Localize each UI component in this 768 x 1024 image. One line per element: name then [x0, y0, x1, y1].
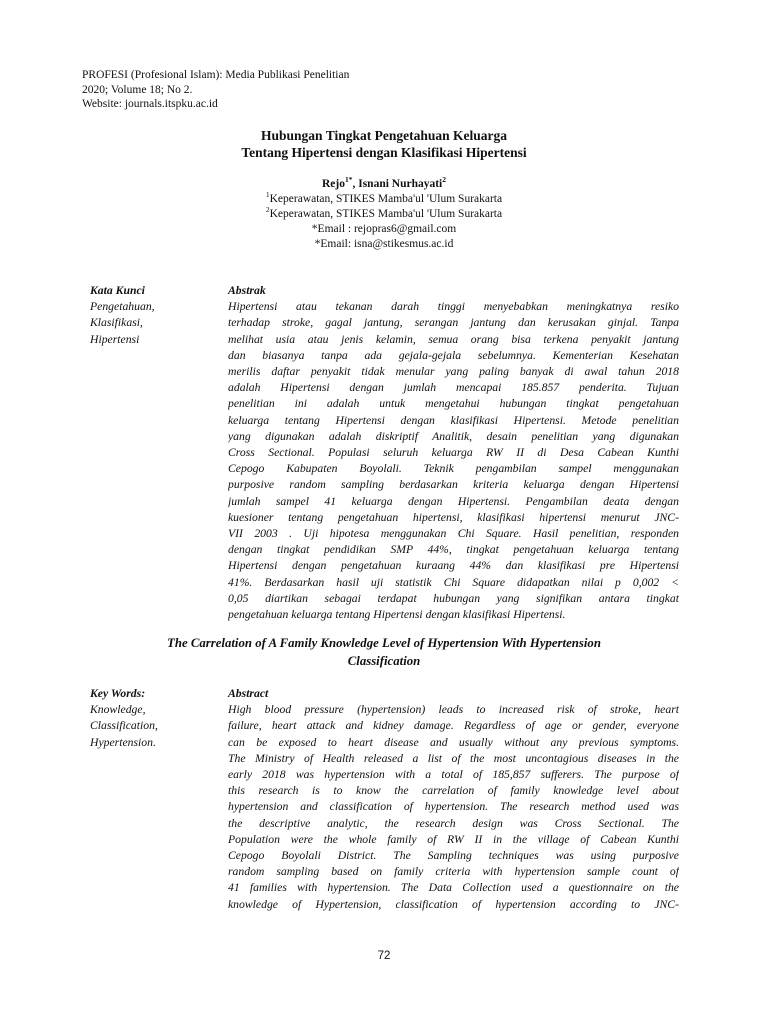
abstrak-line: Cross Sectional. Populasi seluruh keluarga RW II di Desa Cabean Kunthi — [228, 446, 679, 460]
journal-website: Website: journals.itspku.ac.id — [82, 98, 218, 110]
abstrak-line: keluarga tentang Hipertensi dengan klasifikasi Hipertensi. Metode penelitian — [228, 413, 679, 427]
author-1-superscript: 1* — [344, 175, 353, 185]
affiliation-1 — [84, 192, 684, 207]
key-words-item: Classification, — [90, 719, 158, 733]
abstrak-line: Cepogo Kabupaten Boyolali. Teknik pengambilan sampel menggunakan — [228, 462, 679, 476]
author-names — [84, 177, 684, 192]
abstrak-line: adalah Hipertensi dengan jumlah mencapai 185.857 penderita. Tujuan — [228, 381, 679, 395]
abstrak-line: pengetahuan keluarga tentang Hipertensi dengan klasifikasi Hipertensi. — [228, 608, 566, 622]
kata-kunci-item: Klasifikasi, — [90, 316, 143, 330]
author-2: Isnani Nurhayati — [358, 178, 443, 190]
abstract-line: knowledge of Hypertension, classification of hypertension according to JNC- — [228, 897, 679, 911]
abstrak-line: dengan tingkat pendidikan SMP 44%, tingkat pengetahuan keluarga tentang — [228, 543, 679, 557]
journal-name: PROFESI (Profesional Islam): Media Publikasi Penelitian — [82, 69, 350, 81]
abstrak-line: 0,05 diartikan sebagai terdapat hubungan yang signifikan antara tingkat — [228, 591, 679, 605]
key-words-item: Hypertension. — [90, 735, 156, 749]
abstract-line: this research is to know the carrelation of family knowledge level about — [228, 784, 679, 798]
author-separator: , — [352, 178, 359, 190]
abstrak-line: dan biasanya tanpa ada gejala-gejala sebelumnya. Kementerian Kesehatan — [228, 348, 679, 362]
author-1: Rejo — [321, 178, 345, 190]
email-1: *Email : rejopras6@gmail.com — [311, 223, 457, 235]
abstract-line: the descriptive analytic, the research design was Cross Sectional. The — [228, 816, 679, 830]
kata-kunci-section — [90, 283, 215, 348]
abstract-line: failure, heart attack and kidney damage. Regardless of age or gender, everyone — [228, 719, 679, 733]
affiliation-2-text: Keperawatan, STIKES Mamba'ul 'Ulum Surakarta — [269, 208, 503, 220]
abstrak-line: Hipertensi atau tekanan darah tinggi menyebabkan meningkatnya resiko — [228, 300, 679, 314]
abstrak-line: merilis daftar penyakit tidak menular yang paling banyak di awal tahun 2018 — [228, 365, 679, 379]
abstrak-line: 41%. Berdasarkan hasil uji statistik Chi Square didapatkan nilai p 0,002 < — [228, 575, 679, 589]
page-number: 72 — [377, 950, 391, 962]
english-title-line-2: Classification — [347, 654, 421, 668]
abstract-heading: Abstract — [228, 687, 269, 700]
abstract-line: 41 families with hypertension. The Data Collection used a questionnaire on the — [228, 881, 679, 895]
abstrak-line: purposive random sampling berdasarkan kriteria keluarga dengan Hipertensi — [228, 478, 679, 492]
email-2: *Email: isna@stikesmus.ac.id — [314, 238, 454, 250]
abstrak-line: penelitian ini adalah untuk mengetahui hubungan tingkat pengetahuan — [228, 397, 679, 411]
abstract-line: random sampling based on family criteria with hypertension sample count of — [228, 865, 679, 879]
affiliation-2-superscript: 2 — [265, 205, 270, 215]
abstract-line: hypertension and classification of hypertension. The research method used was — [228, 800, 679, 814]
abstrak-line: kuesioner tentang pengetahuan hipertensi, klasifikasi hipertensi menurut JNC- — [228, 510, 679, 524]
abstract-line: Cepogo Boyolali District. The Sampling techniques was using purposive — [228, 849, 679, 863]
kata-kunci-item: Hipertensi — [90, 332, 140, 346]
abstract-line: early 2018 was hypertension with a total of 185,857 sufferers. The purpose of — [228, 768, 679, 782]
abstrak-line: terhadap stroke, gagal jantung, serangan jantung dan kerusakan ginjal. Tanpa — [228, 316, 679, 330]
abstract-line: Population were the whole family of RW II in the village of Cabean Kunthi — [228, 832, 679, 846]
article-title — [84, 127, 684, 161]
english-title — [84, 634, 684, 670]
abstrak-section — [228, 283, 679, 623]
affiliation-1-superscript: 1 — [265, 190, 270, 200]
kata-kunci-heading: Kata Kunci — [90, 284, 145, 297]
abstrak-heading: Abstrak — [228, 284, 266, 297]
english-title-line-1: The Carrelation of A Family Knowledge Level of Hypertension With Hypertension — [167, 636, 601, 650]
author-block — [84, 177, 684, 252]
author-2-superscript: 2 — [442, 175, 447, 185]
abstrak-line: jumlah sampel 41 keluarga dengan Hipertensi. Pengambilan deata dengan — [228, 494, 679, 508]
abstract-section — [228, 686, 679, 913]
journal-header — [82, 68, 349, 112]
journal-volume: 2020; Volume 18; No 2. — [82, 83, 193, 96]
key-words-heading: Key Words: — [90, 687, 146, 700]
affiliation-1-text: Keperawatan, STIKES Mamba'ul 'Ulum Surakarta — [269, 193, 503, 205]
key-words-item: Knowledge, — [90, 703, 146, 717]
abstract-line: High blood pressure (hypertension) leads to increased risk of stroke, heart — [228, 703, 679, 717]
title-line-1: Hubungan Tingkat Pengetahuan Keluarga — [261, 128, 507, 143]
key-words-section — [90, 686, 215, 751]
abstract-line: The Ministry of Health released a list of the most uncontagious diseases in the — [228, 751, 679, 765]
abstrak-line: yang digunakan adalah diskriptif Analitik, desain penelitian yang digunakan — [228, 429, 679, 443]
kata-kunci-item: Pengetahuan, — [90, 300, 155, 314]
abstract-line: can be exposed to heart disease and usually without any previous symptoms. — [228, 735, 679, 749]
abstrak-line: melihat usia atau jenis kelamin, semua orang bisa terkena penyakit jantung — [228, 332, 679, 346]
affiliation-2 — [84, 207, 684, 222]
abstrak-line: VII 2003 . Uji hipotesa menggunakan Chi Square. Hasil penelitian, responden — [228, 527, 679, 541]
title-line-2: Tentang Hipertensi dengan Klasifikasi Hipertensi — [241, 145, 527, 160]
abstrak-line: Hipertensi dengan pengetahuan kuraang 44% dan klasifikasi pre Hipertensi — [228, 559, 679, 573]
